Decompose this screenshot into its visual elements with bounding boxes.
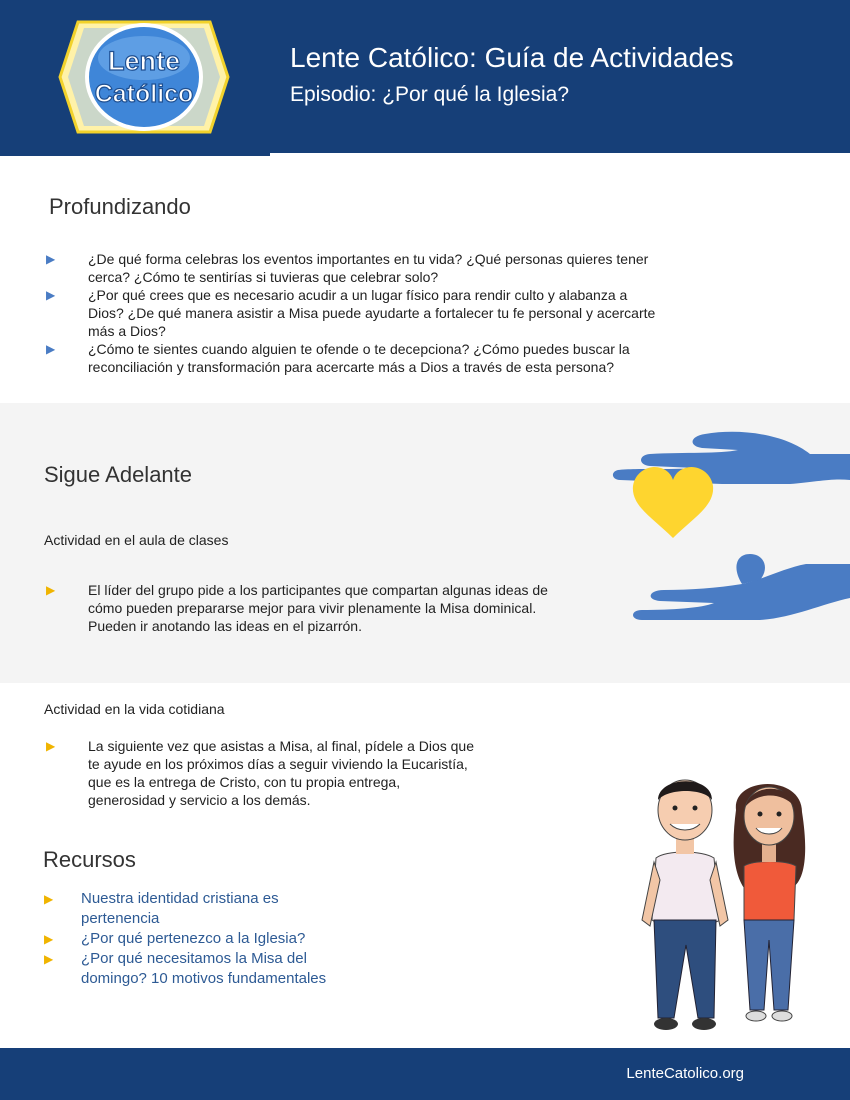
resource-link[interactable] [44,929,344,949]
header-banner [0,0,850,153]
list-item-text: ¿Por qué crees que es necesario acudir a un lugar físico para rendir culto y alabanza a Dios? ¿De qué manera asistir a Misa puede ayudarte a fortalecer tu fe personal y acercarte más a Dios? [88,287,656,339]
daily-activity-label: Actividad en la vida cotidiana [44,701,225,717]
couple-illustration [632,770,822,1040]
list-item [46,250,666,286]
list-item-text: La siguiente vez que asistas a Misa, al final, pídele a Dios que te ayude en los próximos días a seguir viviendo la Eucaristía, que es la entrega de Cristo, con tu propia entrega, generosidad y servicio a los demás. [88,738,475,808]
list-item [46,286,666,340]
woman-figure [734,784,806,1021]
resource-link-text[interactable]: Nuestra identidad cristiana es pertenencia [81,890,279,927]
resource-link[interactable] [44,949,344,989]
resource-link[interactable] [44,889,344,929]
resources-list [44,889,344,989]
resource-link-text[interactable]: ¿Por qué necesitamos la Misa del domingo? 10 motivos fundamentales [81,950,327,987]
logo-text-line1: Lente [107,46,181,76]
logo-badge [58,18,230,136]
list-item-text: ¿Cómo te sientes cuando alguien te ofende o te decepciona? ¿Cómo puedes buscar la reconciliación y transformación para acercarte más a Dios a través de esta persona? [88,341,630,375]
resource-link-text[interactable]: ¿Por qué pertenezco a la Iglesia? [81,930,306,947]
page-title: Lente Católico: Guía de Actividades [290,42,734,73]
section-title-sigue-adelante: Sigue Adelante [44,462,193,487]
triangle-right-icon: ▶ [46,252,56,266]
list-item-text: ¿De qué forma celebras los eventos importantes en tu vida? ¿Qué personas quieres tener cerca? ¿Cómo te sentirías si tuvieras que celebrar solo? [88,251,649,285]
list-item [46,737,476,809]
triangle-right-icon: ▶ [46,583,56,597]
logo-text-line2: Católico [94,80,194,108]
section-title-recursos: Recursos [43,847,136,872]
man-figure [642,780,728,1030]
header-divider [0,153,270,156]
triangle-right-icon: ▶ [44,932,54,946]
hands-heart-icon [610,428,850,623]
triangle-right-icon: ▶ [44,952,54,966]
triangle-right-icon: ▶ [46,288,56,302]
triangle-right-icon: ▶ [46,342,56,356]
footer-website-link[interactable]: LenteCatolico.org [626,1065,744,1082]
footer-bar [0,1048,850,1100]
triangle-right-icon: ▶ [46,739,56,753]
page-subtitle: Episodio: ¿Por qué la Iglesia? [290,83,569,106]
list-item-text: El líder del grupo pide a los participantes que compartan algunas ideas de cómo pueden prepararse mejor para vivir plenamente la Misa dominical. Pueden ir anotando las ideas en el pizarrón. [88,582,548,634]
list-item [46,581,586,635]
list-item [46,340,666,376]
classroom-activity-list [46,581,586,635]
triangle-right-icon: ▶ [44,892,54,906]
profundizando-list [46,250,666,376]
section-title-profundizando: Profundizando [49,194,191,219]
daily-activity-list [46,737,476,809]
classroom-activity-label: Actividad en el aula de clases [44,532,229,548]
